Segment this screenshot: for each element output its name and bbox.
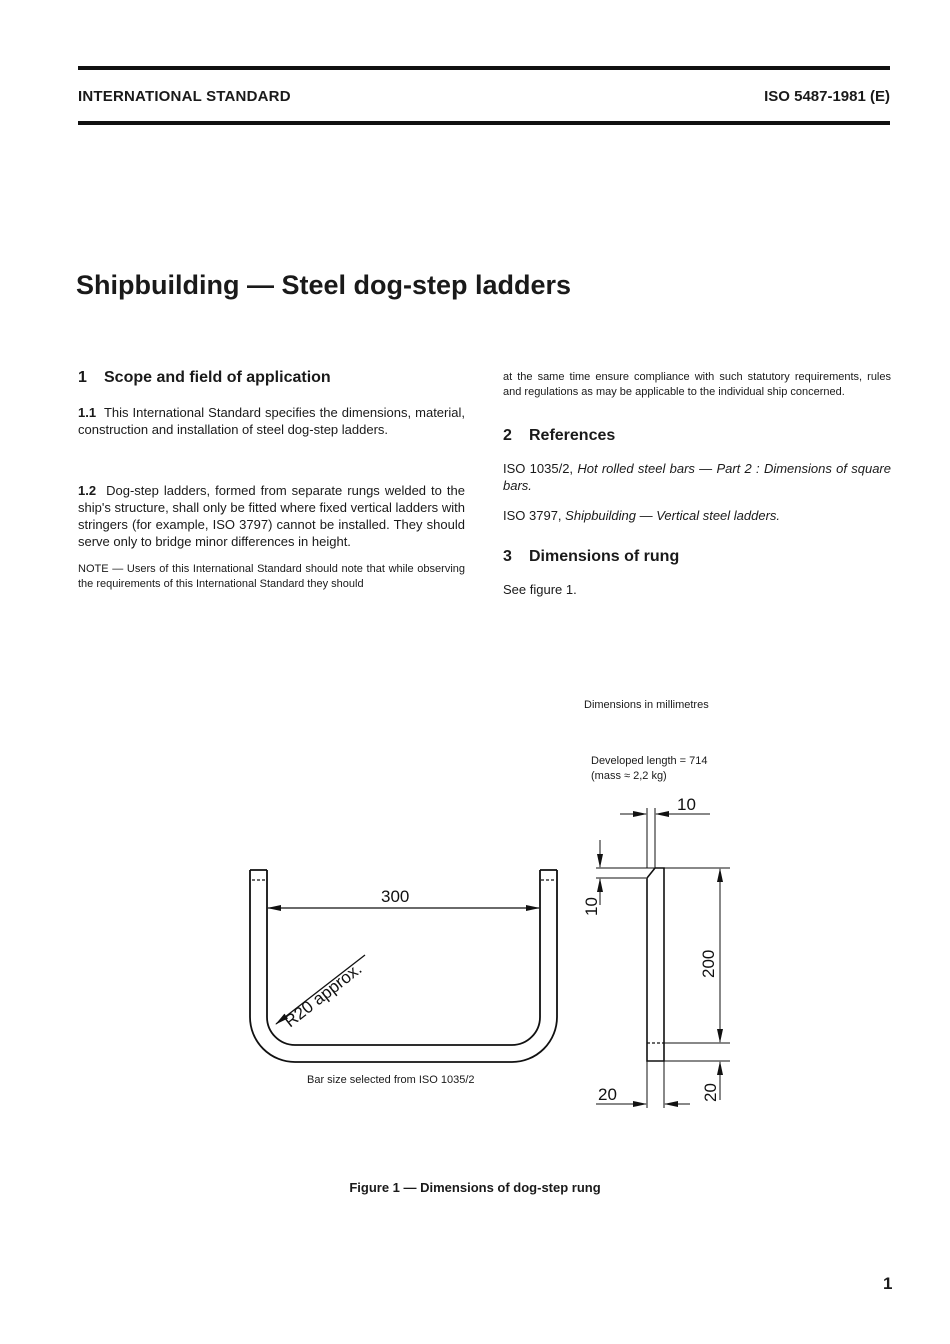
dim-radius: R20 approx. xyxy=(280,959,366,1032)
bar-size-note: Bar size selected from ISO 1035/2 xyxy=(307,1074,475,1086)
section-1-number: 1 xyxy=(78,369,87,386)
reference-1-title: Hot rolled steel bars — Part 2 : Dimensions of square bars. xyxy=(503,461,891,493)
section-3-title: Dimensions of rung xyxy=(529,548,680,565)
section-3-text: See figure 1. xyxy=(503,582,577,597)
figure-caption: Figure 1 — Dimensions of dog-step rung xyxy=(349,1180,601,1195)
reference-2-code: ISO 3797, xyxy=(503,508,562,523)
clause-1-1-text: This International Standard specifies the dimensions, material, construction and installation of steel dog-step ladders. xyxy=(78,405,465,437)
units-note: Dimensions in millimetres xyxy=(584,699,709,711)
mass-note: (mass ≈ 2,2 kg) xyxy=(591,770,667,782)
clause-1-2-number: 1.2 xyxy=(78,483,97,498)
note-text: NOTE — Users of this International Standard should note that while observing the requirements of this International Standard they should xyxy=(78,563,465,590)
section-1-title: Scope and field of application xyxy=(104,369,331,386)
page-number: 1 xyxy=(883,1274,893,1293)
dim-height-200: 200 xyxy=(699,949,718,978)
header-standard-number: ISO 5487-1981 (E) xyxy=(764,88,890,105)
dim-bottom-20: 20 xyxy=(598,1085,617,1104)
rung-side-view xyxy=(647,868,664,1061)
section-2-number: 2 xyxy=(503,427,512,444)
section-2-title: References xyxy=(529,427,616,444)
header-standard-label: INTERNATIONAL STANDARD xyxy=(78,88,291,105)
page-title: Shipbuilding — Steel dog-step ladders xyxy=(76,270,572,300)
developed-length: Developed length = 714 xyxy=(591,755,708,767)
dim-width-300: 300 xyxy=(381,887,410,906)
reference-1-code: ISO 1035/2, xyxy=(503,461,574,476)
dim-top-10: 10 xyxy=(677,795,696,814)
dim-left-10: 10 xyxy=(582,897,601,916)
clause-1-2-text: Dog-step ladders, formed from separate rungs welded to the ship's structure, shall only be fitted where fixed vertical ladders with stringers (for example, ISO 3797) cannot be installed. They should serve only to bridge minor differences in height. xyxy=(78,483,465,549)
note-continuation: at the same time ensure compliance with such statutory requirements, rules and regulations as may be applicable to the individual ship concerned. xyxy=(503,371,891,398)
dim-bottom-height-20: 20 xyxy=(701,1083,720,1102)
clause-1-1-number: 1.1 xyxy=(78,405,97,420)
section-3-number: 3 xyxy=(503,548,512,565)
reference-2-title: Shipbuilding — Vertical steel ladders. xyxy=(565,508,781,523)
